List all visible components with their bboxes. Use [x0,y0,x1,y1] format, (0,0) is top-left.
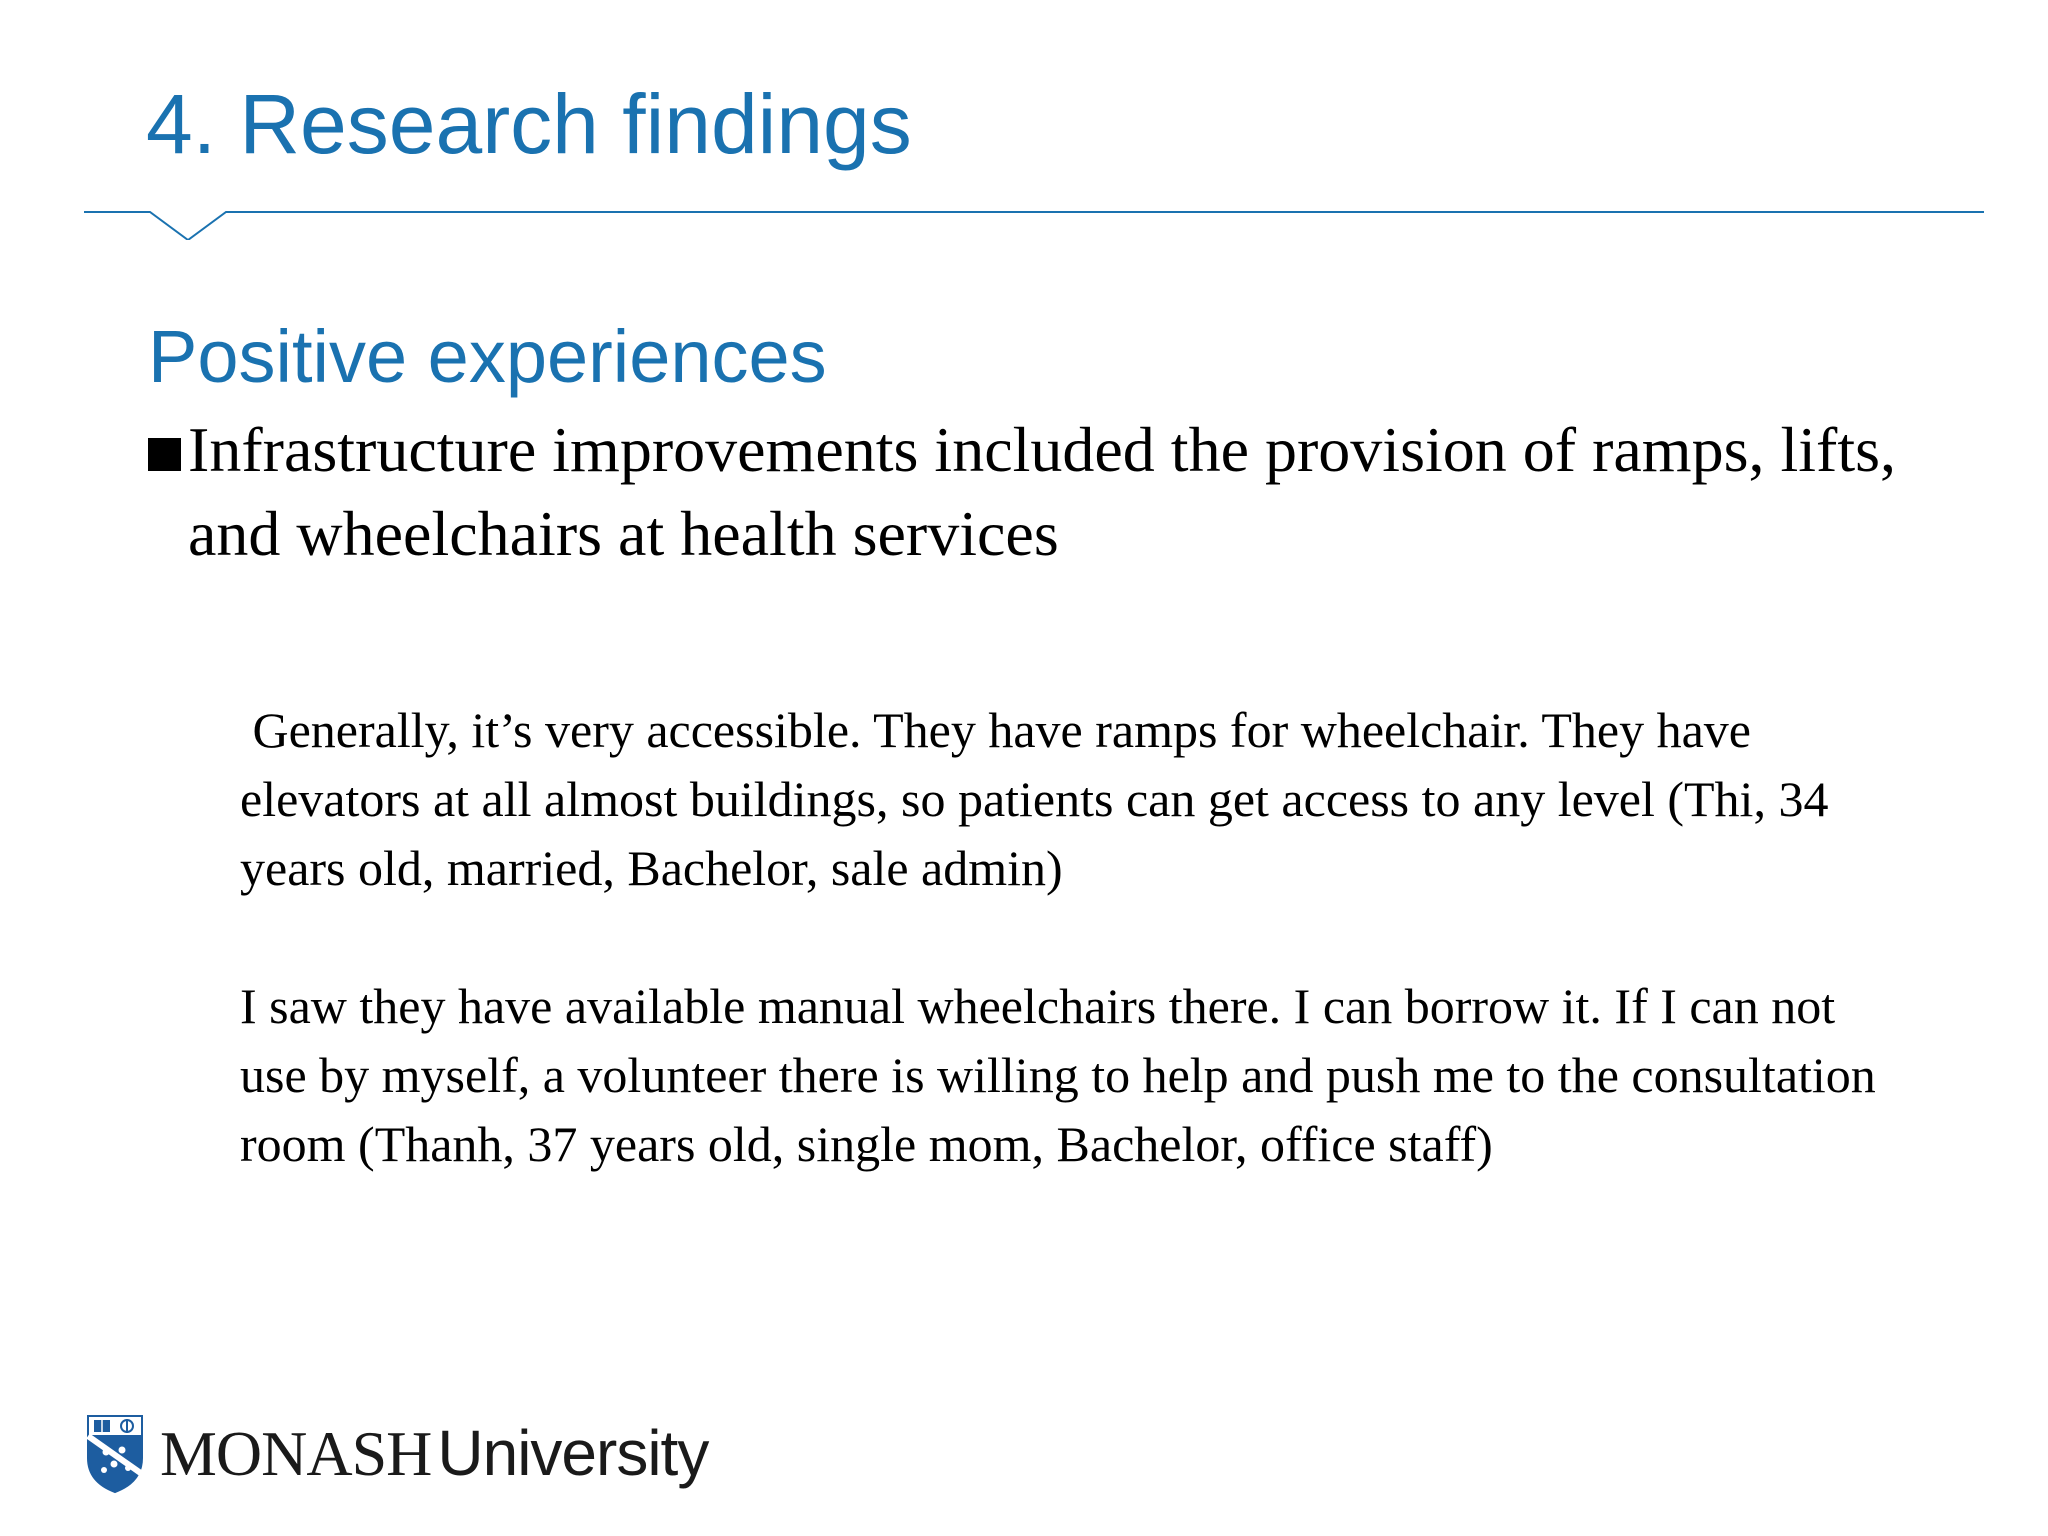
bullet-item [148,408,1908,576]
logo-name-bold: MONASH [160,1417,432,1489]
logo-name-light: University [437,1416,709,1489]
slide-title: 4. Research findings [146,77,912,171]
logo-wordmark [160,1416,709,1489]
quote-text: Generally, it’s very accessible. They have ramps for wheelchair. They have elevators at all almost buildings, so patients can get access to any level (Thi, 34 years old, married, Bachelor, sale admin) [240,702,1829,896]
monash-logo [84,1410,708,1496]
square-bullet-icon [148,438,181,471]
section-subheading: Positive experiences [148,315,827,398]
participant-quote-thi [240,696,1880,903]
bullet-text: Infrastructure improvements included the provision of ramps, lifts, and wheelchairs at health services [188,414,1897,569]
bullet-list [148,408,1908,576]
quote-text: I saw they have available manual wheelchairs there. I can borrow it. If I can not use by myself, a volunteer there is willing to help and push me to the consultation room (Thanh, 37 years old, single mom, Bachelor, office staff) [240,978,1876,1172]
monash-crest-icon [84,1412,146,1494]
participant-quote-thanh [240,972,1880,1179]
title-divider [84,200,1984,240]
